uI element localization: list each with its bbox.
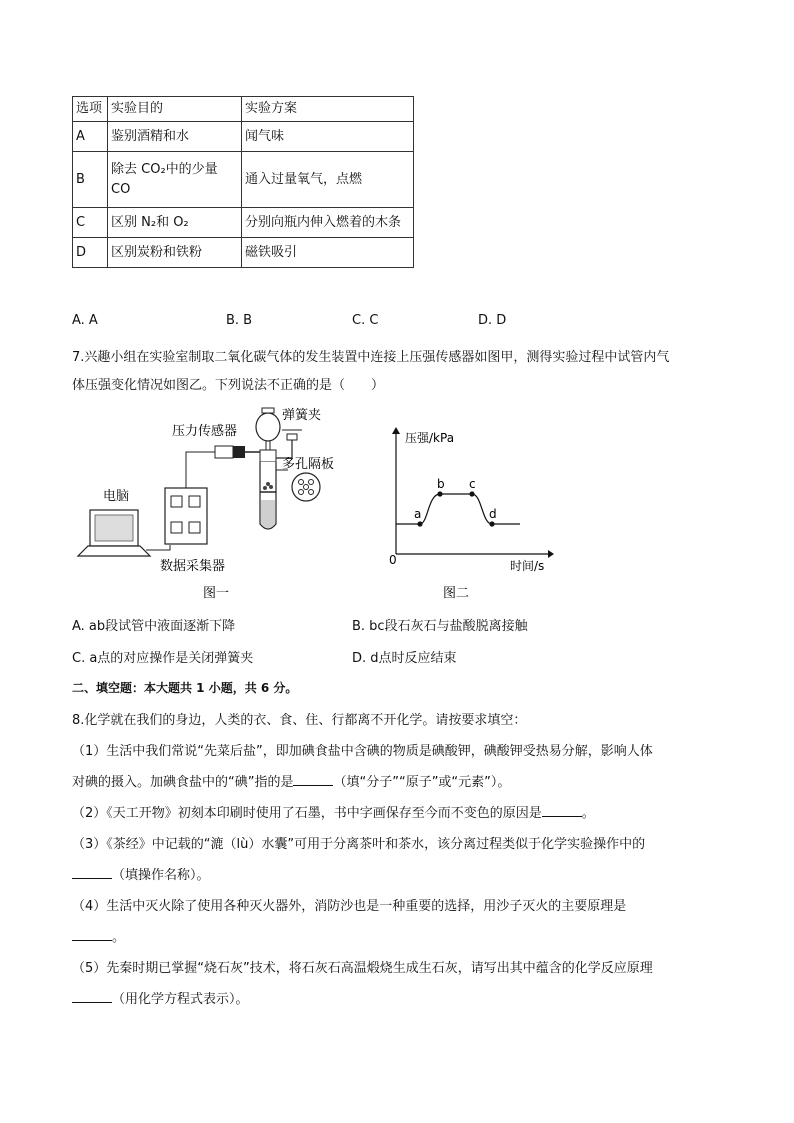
point-c — [469, 491, 474, 496]
q8-part1-text-a: 对碘的摄入。加碘食盐中的“碘”指的是 — [72, 775, 294, 790]
table-row — [73, 122, 414, 152]
x-axis-label: 时间/s — [510, 559, 545, 573]
figure-2-pressure-graph — [380, 420, 560, 610]
table-row — [73, 238, 414, 268]
q8-part2-line — [72, 802, 595, 821]
options-table — [72, 96, 414, 268]
sensor-label: 压力传感器 — [172, 424, 238, 439]
table-cell: D — [73, 238, 108, 268]
table-cell: 鉴别酒精和水 — [108, 122, 242, 152]
point-c-label: c — [469, 477, 476, 491]
spring-clip-icon — [282, 430, 302, 440]
table-cell: 通入过量氧气，点燃 — [242, 152, 414, 208]
q7-choice-a: A. ab段试管中液面逐渐下降 — [72, 619, 236, 634]
table-cell: A — [73, 122, 108, 152]
q8-part5-text: （用化学方程式表示）。 — [112, 992, 249, 1007]
table-cell: 区别炭粉和铁粉 — [108, 238, 242, 268]
figure-2-caption: 图二 — [443, 586, 470, 601]
table-cell: 磁铁吸引 — [242, 238, 414, 268]
porous-plate-icon — [292, 473, 320, 501]
answer-blank[interactable] — [72, 866, 112, 879]
table-cell-line: 除去 CO₂中的少量 — [111, 161, 218, 177]
computer-label: 电脑 — [103, 489, 130, 504]
table-cell: C — [73, 208, 108, 238]
table-header-row — [73, 97, 414, 122]
q7-stem-line2: 体压强变化情况如图乙。下列说法不正确的是（ ） — [72, 378, 385, 393]
q8-part3-line2 — [72, 864, 210, 883]
table-cell-line: CO — [111, 181, 131, 197]
q8-part1-line1: （1）生活中我们常说“先菜后盐”，即加碘食盐中含碘的物质是碘酸钾，碘酸钾受热易分解，影响人体 — [72, 744, 653, 759]
table-cell: 分别向瓶内伸入燃着的木条 — [242, 208, 414, 238]
table-header-cell: 选项 — [73, 97, 108, 122]
table-cell: 区别 N₂和 O₂ — [108, 208, 242, 238]
point-d-label: d — [489, 507, 497, 521]
origin-label: 0 — [389, 553, 397, 567]
q6-choice-a: A. A — [72, 313, 98, 328]
answer-blank[interactable] — [293, 773, 333, 786]
q8-stem: 8.化学就在我们的身边，人类的衣、食、住、行都离不开化学。请按要求填空： — [72, 713, 527, 728]
collector-label: 数据采集器 — [160, 559, 226, 574]
figure-1-caption: 图一 — [203, 586, 230, 601]
point-d — [489, 521, 494, 526]
test-tube-icon — [260, 450, 276, 529]
figure-1-apparatus — [70, 400, 340, 610]
q7-choice-c: C. a点的对应操作是关闭弹簧夹 — [72, 651, 254, 666]
answer-blank[interactable] — [72, 928, 112, 941]
y-axis-label: 压强/kPa — [405, 431, 455, 445]
q8-part3-line1: （3）《茶经》中记载的“漉（lù）水囊”可用于分离茶叶和茶水，该分离过程类似于化学实验操作中的 — [72, 837, 646, 852]
q6-choice-d: D. D — [478, 313, 507, 328]
answer-blank[interactable] — [542, 804, 582, 817]
q8-part5-line1: （5）先秦时期已掌握“烧石灰”技术，将石灰石高温煅烧生成生石灰，请写出其中蕴含的化学反应原理 — [72, 961, 653, 976]
table-row — [73, 152, 414, 208]
point-b-label: b — [437, 477, 445, 491]
data-collector-icon — [165, 488, 207, 544]
q8-part4-line2 — [72, 926, 125, 945]
q8-part1-line2 — [72, 771, 510, 790]
pressure-sensor-icon — [215, 446, 263, 458]
q6-choice-c: C. C — [352, 313, 379, 328]
q7-choice-d: D. d点时反应结束 — [352, 651, 457, 666]
q8-part3-text: （填操作名称）。 — [112, 868, 210, 883]
table-cell — [108, 152, 242, 208]
plate-label: 多孔隔板 — [282, 457, 335, 472]
table-cell: B — [73, 152, 108, 208]
q7-stem-line1: 7.兴趣小组在实验室制取二氧化碳气体的发生装置中连接上压强传感器如图甲，测得实验过程中试管内气 — [72, 350, 670, 365]
clip-label: 弹簧夹 — [282, 408, 322, 423]
q8-part4-line1: （4）生活中灭火除了使用各种灭火器外，消防沙也是一种重要的选择，用沙子灭火的主要原理是 — [72, 899, 627, 914]
table-header-cell: 实验方案 — [242, 97, 414, 122]
q8-part2-text-a: （2）《天工开物》初刻本印刷时使用了石墨，书中字画保存至今而不变色的原因是 — [72, 806, 542, 821]
section-heading: 二、填空题：本大题共 1 小题，共 6 分。 — [72, 681, 298, 695]
q8-part1-text-b: （填“分子”“原子”或“元素”）。 — [333, 775, 511, 790]
q8-part5-line2 — [72, 988, 249, 1007]
table-cell: 闻气味 — [242, 122, 414, 152]
table-header-cell: 实验目的 — [108, 97, 242, 122]
q8-part2-text-b: 。 — [581, 806, 595, 821]
computer-icon — [78, 510, 150, 556]
point-a — [417, 521, 422, 526]
answer-blank[interactable] — [72, 990, 112, 1003]
q6-choice-b: B. B — [226, 313, 253, 328]
point-b — [437, 491, 442, 496]
q7-choice-b: B. bc段石灰石与盐酸脱离接触 — [352, 619, 528, 634]
table-row — [73, 208, 414, 238]
q8-part4-text: 。 — [112, 930, 126, 945]
point-a-label: a — [414, 507, 422, 521]
